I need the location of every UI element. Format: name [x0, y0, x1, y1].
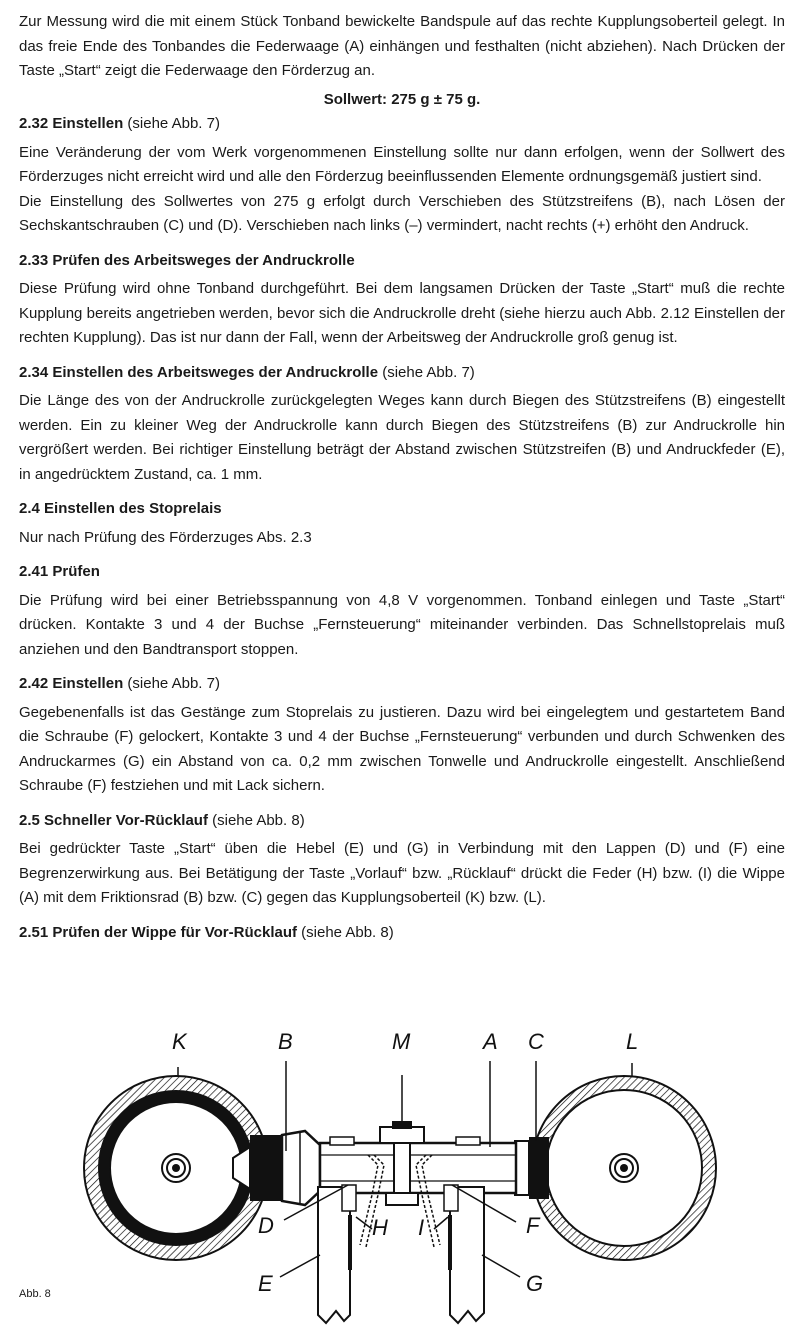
- figure-abb-8: [0, 1015, 800, 1334]
- friction-wheel-c: [515, 1137, 549, 1199]
- paragraph-2-4: Nur nach Prüfung des Förderzuges Abs. 2.3: [19, 528, 312, 546]
- lever-g: [444, 1185, 484, 1323]
- label-a: A: [483, 1029, 498, 1054]
- heading-2-5: 2.5 Schneller Vor-Rücklauf (siehe Abb. 8): [19, 811, 305, 829]
- label-c: C: [528, 1029, 544, 1054]
- heading-2-32: 2.32 Einstellen (siehe Abb. 7): [19, 115, 220, 132]
- document-page: [19, 10, 785, 945]
- coupling-wheel-l: [532, 1076, 716, 1260]
- label-k: K: [172, 1029, 187, 1054]
- label-i: I: [418, 1215, 425, 1240]
- figure-caption: Abb. 8: [19, 1288, 51, 1300]
- heading-2-33: 2.33 Prüfen des Arbeitsweges der Andruckrolle: [19, 251, 355, 269]
- label-m: M: [392, 1029, 411, 1054]
- paragraph-2-41: Die Prüfung wird bei einer Betriebsspannung von 4,8 V vorgenommen. Tonband einlegen und Taste „Start“ drücken. Kontakte 3 und 4 der Buchse „Fernsteuerung“ miteinander verbinden. Das Schnellstoprelais muß anziehen und den Bandtransport stoppen.: [19, 591, 785, 658]
- paragraph-2-33: Diese Prüfung wird ohne Tonband durchgeführt. Bei dem langsamen Drücken der Taste „Start“ muß die rechte Kupplung bereits angetrieben werden, bevor sich die Andruckrolle dreht (siehe hierzu auch Abb. 2.12 Einstellen der rechten Kupplung). Das ist nur dann der Fall, wenn der Arbeitsweg der Andruckrolle groß genug ist.: [19, 280, 785, 346]
- paragraph-2-42: Gegebenenfalls ist das Gestänge zum Stoprelais zu justieren. Dazu wird bei eingelegtem und gestartetem Band die Schraube (F) gelockert, Kontakte 3 und 4 der Buchse „Fernsteuerung“ verbunden und durch Schwenken des Andruckarmes (G) ein Abstand von ca. 0,2 mm zwischen Tonwelle und Andruckrolle eingestellt. Anschließend Schraube (F) festziehen und mit Lack sichern.: [19, 703, 785, 794]
- paragraph-2-32-b: Die Einstellung des Sollwertes von 275 g erfolgt durch Verschieben des Stützstreifens (B), nach Lösen der Sechskantschrauben (C) und (D). Verschieben nach links (–) vermindert, nacht rechts (+) erhöht den Andruck.: [19, 192, 785, 234]
- intro-paragraph: Zur Messung wird die mit einem Stück Tonband bewickelte Bandspule auf das rechte Kupplungsoberteil gelegt. In das freie Ende des Tonbandes die Federwaage (A) einhängen und festhalten (nicht abziehen). Nach Drücken der Taste „Start“ zeigt die Federwaage den Förderzug an.: [19, 13, 785, 79]
- heading-2-4: 2.4 Einstellen des Stoprelais: [19, 500, 222, 517]
- label-e: E: [258, 1271, 273, 1296]
- paragraph-2-34: Die Länge des von der Andruckrolle zurückgelegten Weges kann durch Biegen des Stützstreifens (B) eingestellt werden. Ein zu kleiner Weg der Andruckrolle kann durch Biegen des Stützstreifens (B) zur Andruckrolle hin vergrößert werden. Bei richtiger Einstellung beträgt der Abstand zwischen Stützstreifen (B) und Andruckfeder (E), in angedrücktem Zustand, ca. 1 mm.: [19, 392, 785, 483]
- lever-e: [318, 1185, 356, 1323]
- label-f: F: [526, 1213, 540, 1238]
- label-g: G: [526, 1271, 544, 1296]
- heading-2-41: 2.41 Prüfen: [19, 563, 100, 580]
- paragraph-2-5: Bei gedrückter Taste „Start“ üben die Hebel (E) und (G) in Verbindung mit den Lappen (D) und (F) eine Begrenzerwirkung aus. Bei Betätigung der Taste „Vorlauf“ bzw. „Rücklauf“ drückt die Feder (H) bzw. (I) die Wippe (A) mit dem Friktionsrad (B) bzw. (C) gegen das Kupplungsoberteil (K) bzw. (L).: [19, 840, 785, 906]
- label-h: H: [372, 1215, 388, 1240]
- label-d: D: [258, 1213, 274, 1238]
- heading-2-42: 2.42 Einstellen (siehe Abb. 7): [19, 675, 220, 692]
- paragraph-2-32-a: Eine Veränderung der vom Werk vorgenommenen Einstellung sollte nur dann erfolgen, wenn der Sollwert des Förderzuges nicht erreicht wird und alle den Förderzug beeinflussenden Elemente ordnungsgemäß justiert sind.: [19, 143, 785, 185]
- heading-2-51: 2.51 Prüfen der Wippe für Vor-Rücklauf (siehe Abb. 8): [19, 923, 394, 941]
- label-l: L: [626, 1029, 639, 1054]
- label-b: B: [278, 1029, 293, 1054]
- sollwert-line: Sollwert: 275 g ± 75 g.: [323, 90, 481, 108]
- heading-2-34: 2.34 Einstellen des Arbeitsweges der Andruckrolle (siehe Abb. 7): [19, 363, 475, 381]
